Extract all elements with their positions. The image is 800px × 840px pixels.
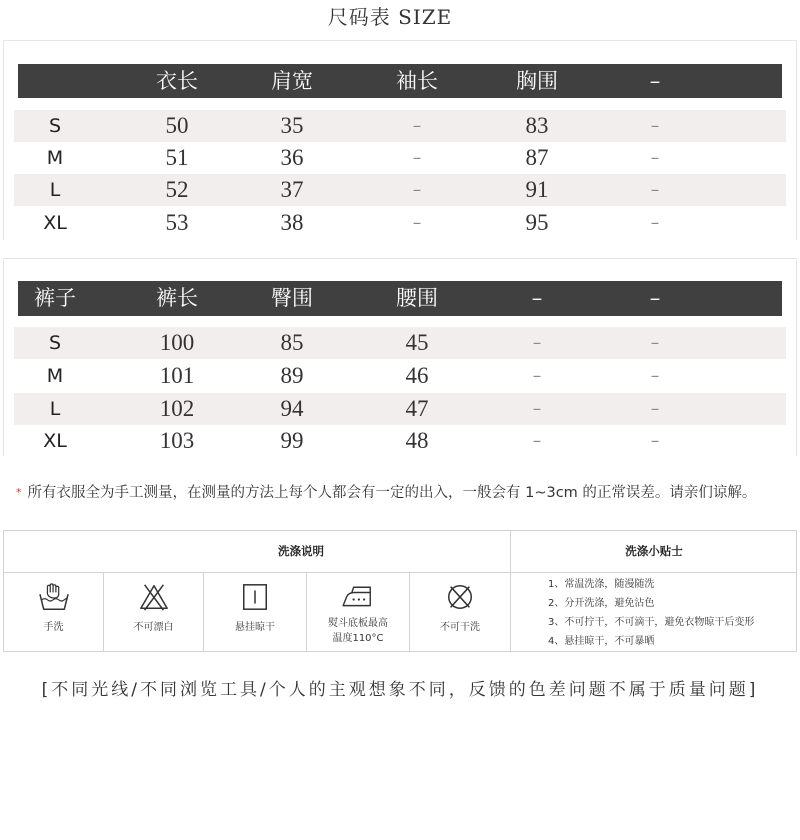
table-row [18,327,782,359]
color-disclaimer: [不同光线/不同浏览工具/个人的主观想象不同，反馈的色差问题不属于质量问题] [41,680,759,700]
table-cell: – [650,399,660,419]
size-label: XL [43,212,67,234]
size-chart-title: 尺码表 SIZE [327,5,453,29]
care-symbol-label: 不可漂白 [133,622,174,633]
table-cell: 95 [525,210,549,235]
care-symbol-label: 温度110°C [332,633,384,644]
table-cell: 35 [280,113,304,138]
table-cell: 36 [280,145,304,170]
table-cell: – [532,333,542,353]
table-cell: 89 [280,363,304,388]
care-instructions-panel [3,530,797,652]
table-cell: – [650,366,660,386]
table-row [18,110,782,142]
header-cell-pants: 裤子 [34,286,76,310]
table-cell: – [532,431,542,451]
table-cell: – [532,399,542,419]
table-row [18,142,782,174]
care-symbol-label: 悬挂晾干 [235,622,275,633]
table-cell: – [412,213,422,233]
table-cell: – [532,366,542,386]
table-row [18,174,782,206]
size-label: L [49,398,61,420]
table-row [18,360,782,392]
header-cell-length: 衣长 [156,69,198,93]
table-cell: 51 [165,145,189,170]
care-tip: 2、分开洗涤，避免沾色 [548,598,655,609]
header-cell-waist: 腰围 [396,286,438,310]
table-cell: 101 [159,363,195,388]
table-cell: 103 [159,428,195,453]
hang-dry-icon [238,582,272,612]
size-label: S [48,332,62,354]
care-symbol-no-bleach [104,573,204,651]
table-cell: – [650,116,660,136]
table-cell: 102 [159,396,195,421]
care-symbol-no-dry-clean [410,573,511,651]
table-row [18,425,782,457]
table-cell: 53 [165,210,189,235]
care-tips-title: 洗涤小贴士 [510,531,797,573]
measurement-note [16,483,756,503]
table-cell: – [650,180,660,200]
care-symbol-label: 熨斗底板最高 [328,618,388,629]
care-symbol-label: 手洗 [43,622,64,633]
table-cell: 100 [159,330,195,355]
size-label: XL [43,430,67,452]
pants-table-header [18,281,782,316]
table-cell: 91 [525,177,549,202]
care-symbol-hang-dry [204,573,307,651]
header-cell-shoulder: 肩宽 [271,69,313,93]
table-cell: 37 [280,177,304,202]
hand-wash-icon [37,582,71,612]
care-tip: 3、不可拧干，不可滴干，避免衣物晾干后变形 [548,617,755,628]
table-cell: 94 [280,396,304,421]
note-asterisk: * [16,486,22,499]
table-cell: – [412,180,422,200]
table-cell: – [412,148,422,168]
table-cell: 46 [405,363,429,388]
care-symbol-hand-wash [4,573,104,651]
size-label: L [49,179,61,201]
header-cell-sleeve: 袖长 [396,69,438,93]
table-cell: 85 [280,330,304,355]
table-cell: – [650,333,660,353]
no-bleach-icon [137,582,171,612]
care-tips-list [548,575,754,651]
table-row [18,393,782,425]
header-cell-blank: – [649,69,661,93]
table-cell: 38 [280,210,304,235]
care-instructions-title: 洗涤说明 [4,531,510,573]
table-row [18,207,782,239]
care-symbol-label: 不可干洗 [440,622,480,633]
table-cell: 87 [525,145,549,170]
table-cell: 99 [280,428,304,453]
table-cell: – [412,116,422,136]
no-dry-clean-icon [443,582,477,612]
header-cell-blank: – [531,286,543,310]
table-cell: – [650,148,660,168]
table-cell: 52 [165,177,189,202]
care-tip: 1、常温洗涤，随漫随洗 [548,579,655,590]
header-cell-pants-length: 裤长 [156,286,198,310]
size-label: S [48,115,62,137]
note-text: 所有衣服全为手工测量，在测量的方法上每个人都会有一定的出入，一般会有 1~3cm 的正常误差。请亲们谅解。 [27,485,757,501]
table-cell: – [650,213,660,233]
table-cell: 83 [525,113,549,138]
header-cell-bust: 胸围 [516,69,558,93]
tops-table-header [18,64,782,98]
header-cell-hip: 臀围 [271,286,313,310]
size-label: M [46,147,64,169]
header-cell-blank: – [649,286,661,310]
table-cell: 47 [405,396,429,421]
size-label: M [46,365,64,387]
iron-icon [340,582,376,610]
table-cell: 45 [405,330,429,355]
table-cell: – [650,431,660,451]
care-tip: 4、悬挂晾干，不可暴晒 [548,636,655,647]
care-symbol-iron [307,573,410,651]
table-cell: 50 [165,113,189,138]
table-cell: 48 [405,428,429,453]
